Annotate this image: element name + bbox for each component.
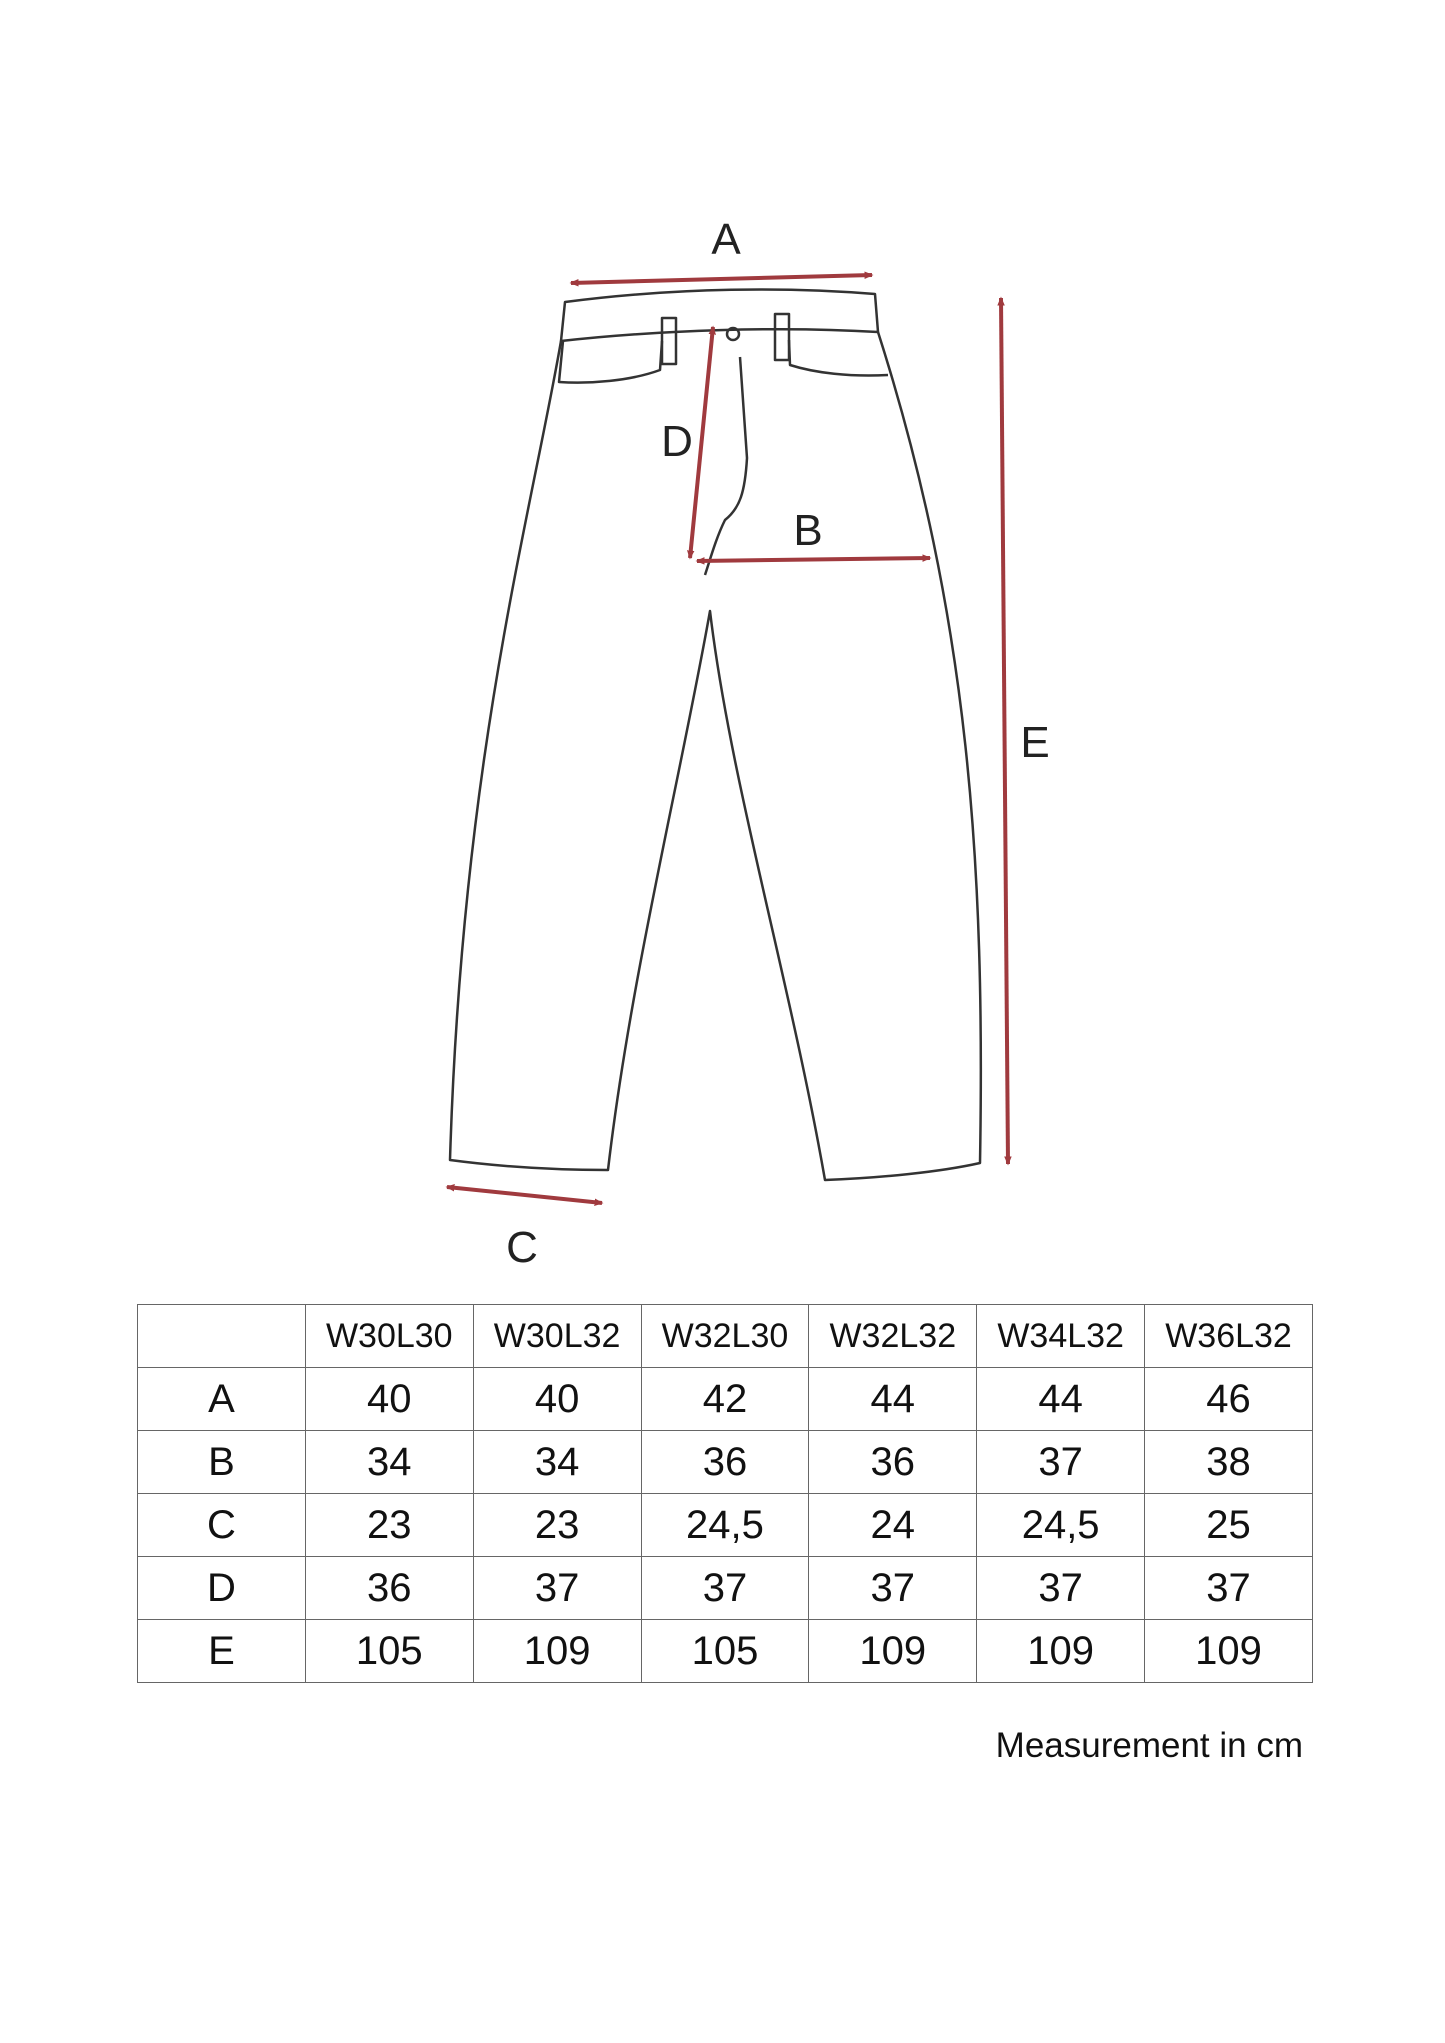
header-cell — [138, 1305, 306, 1368]
table-cell: 109 — [1145, 1620, 1313, 1683]
header-cell: W30L32 — [473, 1305, 641, 1368]
table-cell: 24,5 — [977, 1494, 1145, 1557]
table-cell: 36 — [641, 1431, 809, 1494]
pants-silhouette — [450, 332, 981, 1180]
table-cell: 24 — [809, 1494, 977, 1557]
table-cell: 38 — [1145, 1431, 1313, 1494]
label-e: E — [1020, 718, 1050, 767]
arrow-e — [1001, 298, 1008, 1164]
table-cell: 37 — [809, 1557, 977, 1620]
table-cell: 44 — [809, 1368, 977, 1431]
row-label: A — [138, 1368, 306, 1431]
table-cell: 24,5 — [641, 1494, 809, 1557]
table-cell: 40 — [305, 1368, 473, 1431]
table-cell: 40 — [473, 1368, 641, 1431]
measurement-unit-note: Measurement in cm — [995, 1726, 1303, 1765]
table-cell: 105 — [641, 1620, 809, 1683]
table-row — [138, 1368, 1313, 1431]
table-cell: 23 — [305, 1494, 473, 1557]
row-label: D — [138, 1557, 306, 1620]
arrow-c — [447, 1187, 602, 1203]
belt-loop-left — [662, 318, 676, 364]
table-cell: 37 — [977, 1431, 1145, 1494]
table-cell: 37 — [473, 1557, 641, 1620]
pocket-left — [559, 341, 662, 383]
row-label: C — [138, 1494, 306, 1557]
table-header-row — [138, 1305, 1313, 1368]
label-c: C — [506, 1223, 538, 1272]
label-d: D — [661, 417, 693, 466]
belt-loop-right — [775, 314, 789, 360]
table-row — [138, 1431, 1313, 1494]
table-row — [138, 1620, 1313, 1683]
label-b: B — [793, 506, 823, 555]
table-cell: 44 — [977, 1368, 1145, 1431]
table-cell: 34 — [473, 1431, 641, 1494]
header-cell: W32L32 — [809, 1305, 977, 1368]
table-cell: 36 — [305, 1557, 473, 1620]
pocket-right — [789, 340, 888, 376]
table-cell: 46 — [1145, 1368, 1313, 1431]
table-cell: 37 — [977, 1557, 1145, 1620]
table-cell: 105 — [305, 1620, 473, 1683]
header-cell: W36L32 — [1145, 1305, 1313, 1368]
table-cell: 34 — [305, 1431, 473, 1494]
table-cell: 109 — [809, 1620, 977, 1683]
table-cell: 23 — [473, 1494, 641, 1557]
measurement-labels — [506, 215, 1050, 1272]
jeans-outline — [450, 289, 981, 1180]
table-cell: 42 — [641, 1368, 809, 1431]
table-cell: 37 — [641, 1557, 809, 1620]
waistband — [561, 289, 878, 341]
table-cell: 109 — [473, 1620, 641, 1683]
table-cell: 109 — [977, 1620, 1145, 1683]
table-cell: 37 — [1145, 1557, 1313, 1620]
header-cell: W32L30 — [641, 1305, 809, 1368]
table-row — [138, 1557, 1313, 1620]
measurement-arrows — [447, 275, 1008, 1203]
header-cell: W34L32 — [977, 1305, 1145, 1368]
row-label: E — [138, 1620, 306, 1683]
fly-stitching — [705, 357, 747, 575]
table-row — [138, 1494, 1313, 1557]
label-a: A — [711, 215, 741, 264]
header-cell: W30L30 — [305, 1305, 473, 1368]
size-table — [137, 1304, 1313, 1683]
arrow-a — [571, 275, 872, 283]
table-cell: 36 — [809, 1431, 977, 1494]
arrow-b — [697, 558, 930, 561]
row-label: B — [138, 1431, 306, 1494]
table-cell: 25 — [1145, 1494, 1313, 1557]
arrow-d — [690, 327, 713, 558]
